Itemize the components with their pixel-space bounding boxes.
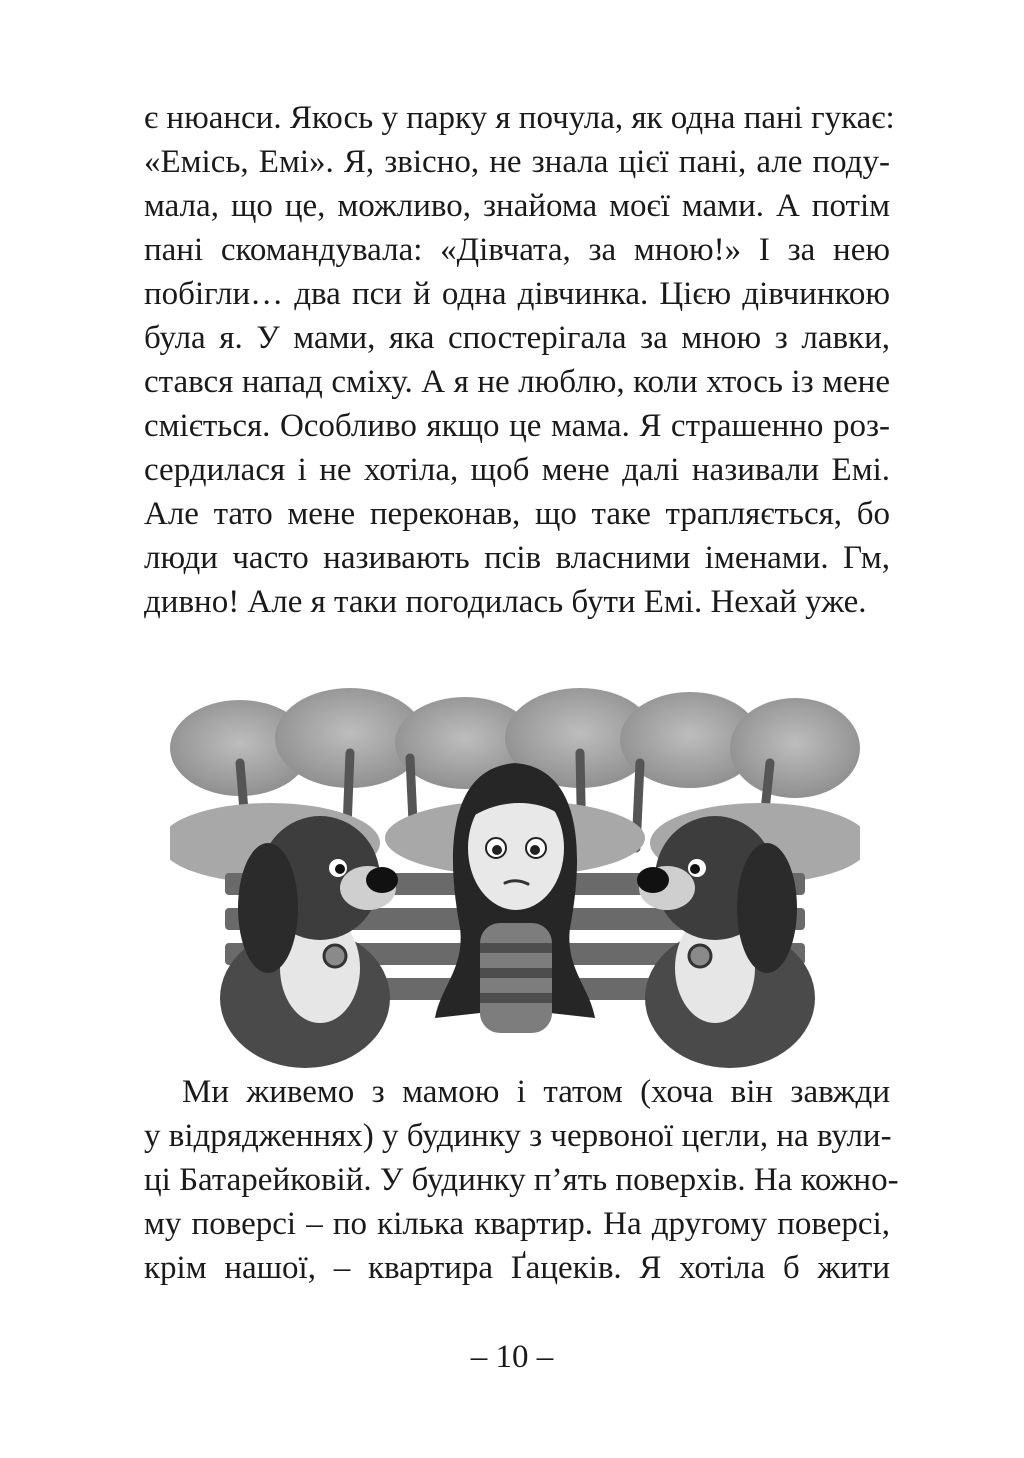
text-line: Ми живемо з мамою і татом (хоча він завжди (182, 1074, 890, 1110)
text-line: крім нашої, – квартира Ґацеків. Я хотіла б жити (144, 1250, 890, 1286)
text-line: побігли… два пси й одна дівчинка. Цією дівчинкою (144, 276, 890, 312)
text-line: му поверсі – по кілька квартир. На другому поверсі, (144, 1206, 890, 1242)
text-line: пані скомандувала: «Дівчата, за мною!» І за нею (144, 232, 890, 268)
text-line: дивно! Але я таки погодилась бути Емі. Нехай уже. (144, 584, 867, 620)
text-line: ці Батарейковій. У будинку п’ять поверхів. На кожно- (144, 1162, 899, 1198)
text-line: була я. У мами, яка спостерігала за мною з лавки, (144, 320, 890, 356)
text-line: люди часто називають псів власними іменами. Гм, (144, 540, 890, 576)
text-line: сердилася і не хотіла, щоб мене далі називали Емі. (144, 452, 890, 488)
text-line: стався напад сміху. А я не люблю, коли хтось із мене (144, 364, 890, 400)
park-illustration (170, 668, 860, 1068)
girl-character (435, 763, 595, 1033)
text-line: «Емісь, Емі». Я, звісно, не знала цієї пані, але поду- (144, 144, 890, 180)
text-line: Але тато мене переконав, що таке трапляється, бо (144, 496, 890, 532)
text-line: є нюанси. Якось у парку я почула, як одна пані гукає: (144, 100, 895, 136)
text-line: мала, що це, можливо, знайома моєї мами. А потім (144, 188, 890, 224)
text-line: у відрядженнях) у будинку з червоної цегли, на вули- (144, 1118, 892, 1154)
page-number: – 10 – (470, 1339, 554, 1375)
text-line: сміється. Особливо якщо це мама. Я страшенно роз- (144, 408, 890, 444)
